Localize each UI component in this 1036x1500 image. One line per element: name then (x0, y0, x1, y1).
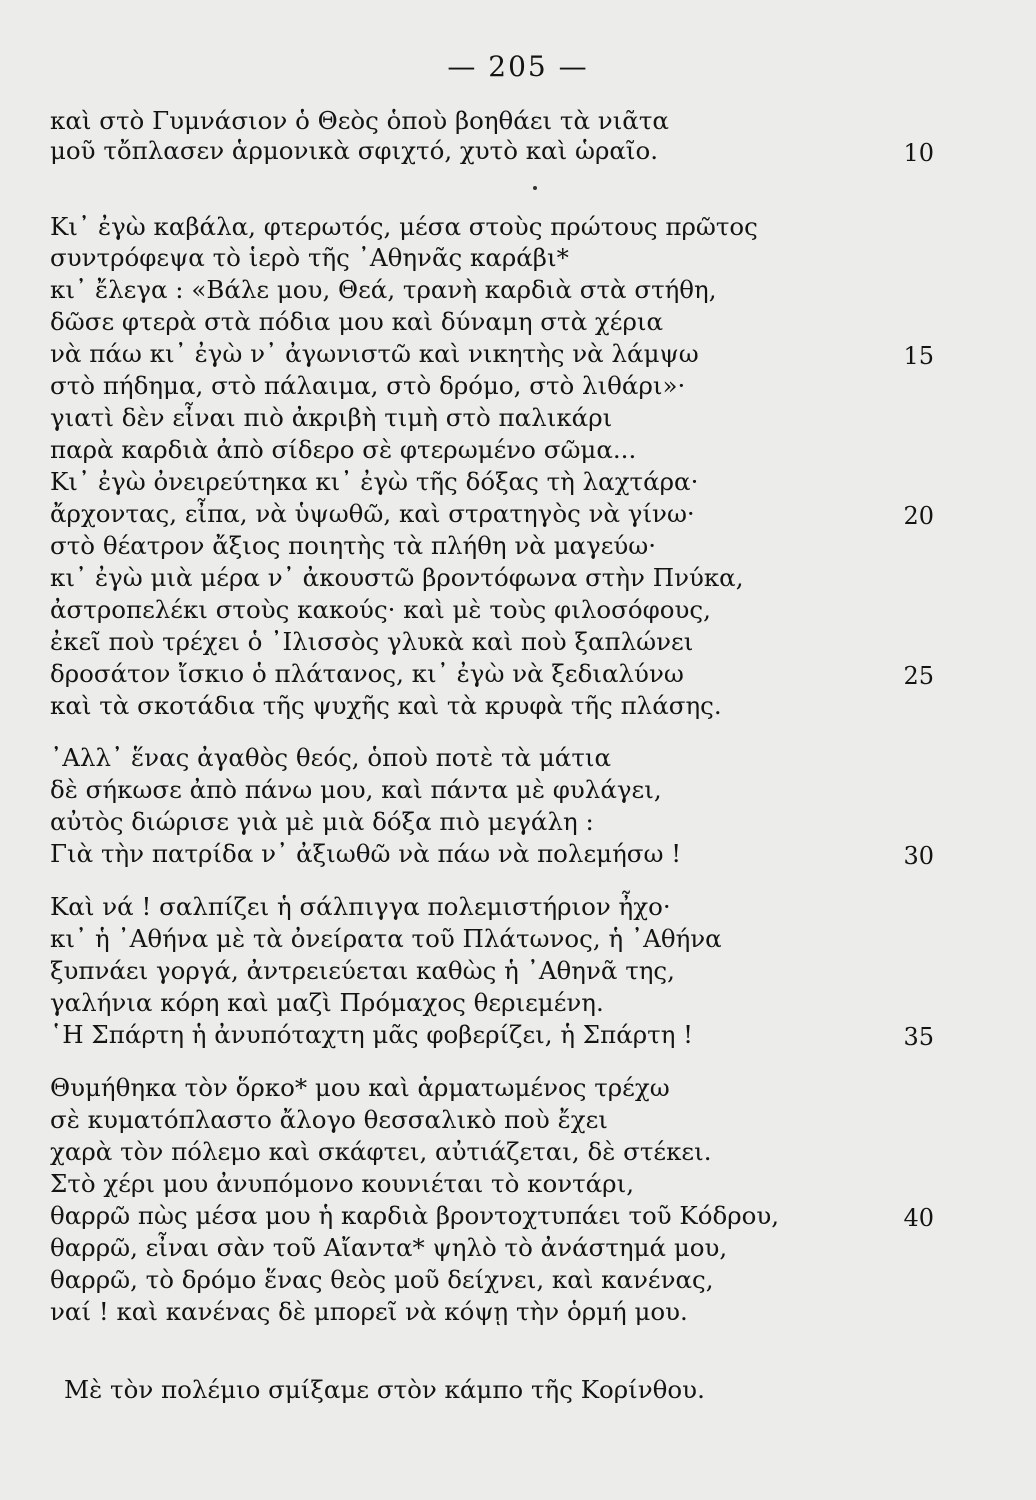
poem-line: συντρόφεψα τὸ ἱερὸ τῆς ᾽Αθηνᾶς καράβι* (50, 243, 569, 272)
poem-line: ναί ! καὶ κανένας δὲ μπορεῖ νὰ κόψῃ τὴν ὁρμή μου. (50, 1297, 688, 1326)
poem-line: ῾Η Σπάρτη ἡ ἀνυπόταχτη μᾶς φοβερίζει, ἡ Σπάρτη ! (50, 1020, 694, 1049)
poem-line: κι᾽ ἔλεγα : «Βάλε μου, Θεά, τρανὴ καρδιὰ στὰ στήθη, (50, 275, 717, 304)
poem-line: θαρρῶ πὼς μέσα μου ἡ καρδιὰ βροντοχτυπάει τοῦ Κόδρου, (50, 1201, 780, 1230)
stanza-dot (533, 186, 537, 190)
poem-line: χαρὰ τὸν πόλεμο καὶ σκάφτει, αὐτιάζεται, δὲ στέκει. (50, 1137, 712, 1166)
poem-line-final: Μὲ τὸν πολέμιο σμίξαμε στὸν κάμπο τῆς Κορίνθου. (64, 1375, 705, 1404)
poem-line: αὐτὸς διώρισε γιὰ μὲ μιὰ δόξα πιὸ μεγάλη : (50, 807, 594, 836)
line-number: 20 (903, 502, 934, 530)
poem-line: ἀστροπελέκι στοὺς κακούς· καὶ μὲ τοὺς φιλοσόφους, (50, 595, 711, 624)
poem-line: γαλήνια κόρη καὶ μαζὶ Πρόμαχος θεριεμένη. (50, 988, 604, 1017)
line-number: 35 (903, 1023, 934, 1051)
line-number: 10 (903, 139, 934, 167)
line-number: 15 (903, 342, 934, 370)
poem-line: σὲ κυματόπλαστο ἄλογο θεσσαλικὸ ποὺ ἔχει (50, 1105, 608, 1134)
poem-line: κι᾽ ἐγὼ μιὰ μέρα ν᾽ ἀκουστῶ βροντόφωνα στὴν Πνύκα, (50, 563, 744, 592)
page-number: — 205 — (447, 50, 589, 83)
line-number: 40 (903, 1204, 934, 1232)
poem-line: Γιὰ τὴν πατρίδα ν᾽ ἀξιωθῶ νὰ πάω νὰ πολεμήσω ! (50, 839, 682, 868)
line-number: 25 (903, 662, 934, 690)
poem-line: θαρρῶ, εἶναι σὰν τοῦ Αἴαντα* ψηλὸ τὸ ἀνάστημά μου, (50, 1233, 728, 1262)
poem-line: δὲ σήκωσε ἀπὸ πάνω μου, καὶ πάντα μὲ φυλάγει, (50, 775, 662, 804)
poem-line: δῶσε φτερὰ στὰ πόδια μου καὶ δύναμη στὰ χέρια (50, 307, 664, 336)
poem-line: ξυπνάει γοργά, ἀντρειεύεται καθὼς ἡ ᾽Αθηνᾶ της, (50, 956, 675, 985)
poem-line: μοῦ τὄπλασεν ἁρμονικὰ σφιχτό, χυτὸ καὶ ὡραῖο. (50, 136, 659, 165)
poem-line: Κι᾽ ἐγὼ καβάλα, φτερωτός, μέσα στοὺς πρώτους πρῶτος (50, 212, 758, 241)
poem-line: ἐκεῖ ποὺ τρέχει ὁ ᾽Ιλισσὸς γλυκὰ καὶ ποὺ ξαπλώνει (50, 627, 694, 656)
poem-line: Θυμήθηκα τὸν ὅρκο* μου καὶ ἁρματωμένος τρέχω (50, 1073, 670, 1102)
poem-line: γιατὶ δὲν εἶναι πιὸ ἀκριβὴ τιμὴ στὸ παλικάρι (50, 403, 613, 432)
poem-line: Κι᾽ ἐγὼ ὀνειρεύτηκα κι᾽ ἐγὼ τῆς δόξας τὴ λαχτάρα· (50, 467, 699, 496)
poem-line: στὸ θέατρον ἄξιος ποιητὴς τὰ πλήθη νὰ μαγεύω· (50, 531, 657, 560)
poem-line: κι᾽ ἡ ᾽Αθήνα μὲ τὰ ὀνείρατα τοῦ Πλάτωνος, ἡ ᾽Αθήνα (50, 924, 722, 953)
poem-line: ᾽Αλλ᾽ ἕνας ἀγαθὸς θεός, ὁποὺ ποτὲ τὰ μάτια (50, 743, 612, 772)
poem-line: νὰ πάω κι᾽ ἐγὼ ν᾽ ἀγωνιστῶ καὶ νικητὴς νὰ λάμψω (50, 339, 699, 368)
poem-line: Καὶ νά ! σαλπίζει ἡ σάλπιγγα πολεμιστήριον ἦχο· (50, 892, 671, 921)
poem-line: καὶ τὰ σκοτάδια τῆς ψυχῆς καὶ τὰ κρυφὰ τῆς πλάσης. (50, 691, 722, 720)
poem-line: παρὰ καρδιὰ ἀπὸ σίδερο σὲ φτερωμένο σῶμα... (50, 435, 637, 464)
poem-line: καὶ στὸ Γυμνάσιον ὁ Θεὸς ὁποὺ βοηθάει τὰ νιᾶτα (50, 106, 669, 135)
line-number: 30 (903, 842, 934, 870)
poem-line: Στὸ χέρι μου ἀνυπόμονο κουνιέται τὸ κοντάρι, (50, 1169, 634, 1198)
poem-line: δροσάτον ἴσκιο ὁ πλάτανος, κι᾽ ἐγὼ νὰ ξεδιαλύνω (50, 659, 684, 688)
poem-line: ἄρχοντας, εἶπα, νὰ ὑψωθῶ, καὶ στρατηγὸς νὰ γίνω· (50, 499, 695, 528)
poem-line: στὸ πήδημα, στὸ πάλαιμα, στὸ δρόμο, στὸ λιθάρι»· (50, 371, 686, 400)
poem-line: θαρρῶ, τὸ δρόμο ἕνας θεὸς μοῦ δείχνει, καὶ κανένας, (50, 1265, 714, 1294)
